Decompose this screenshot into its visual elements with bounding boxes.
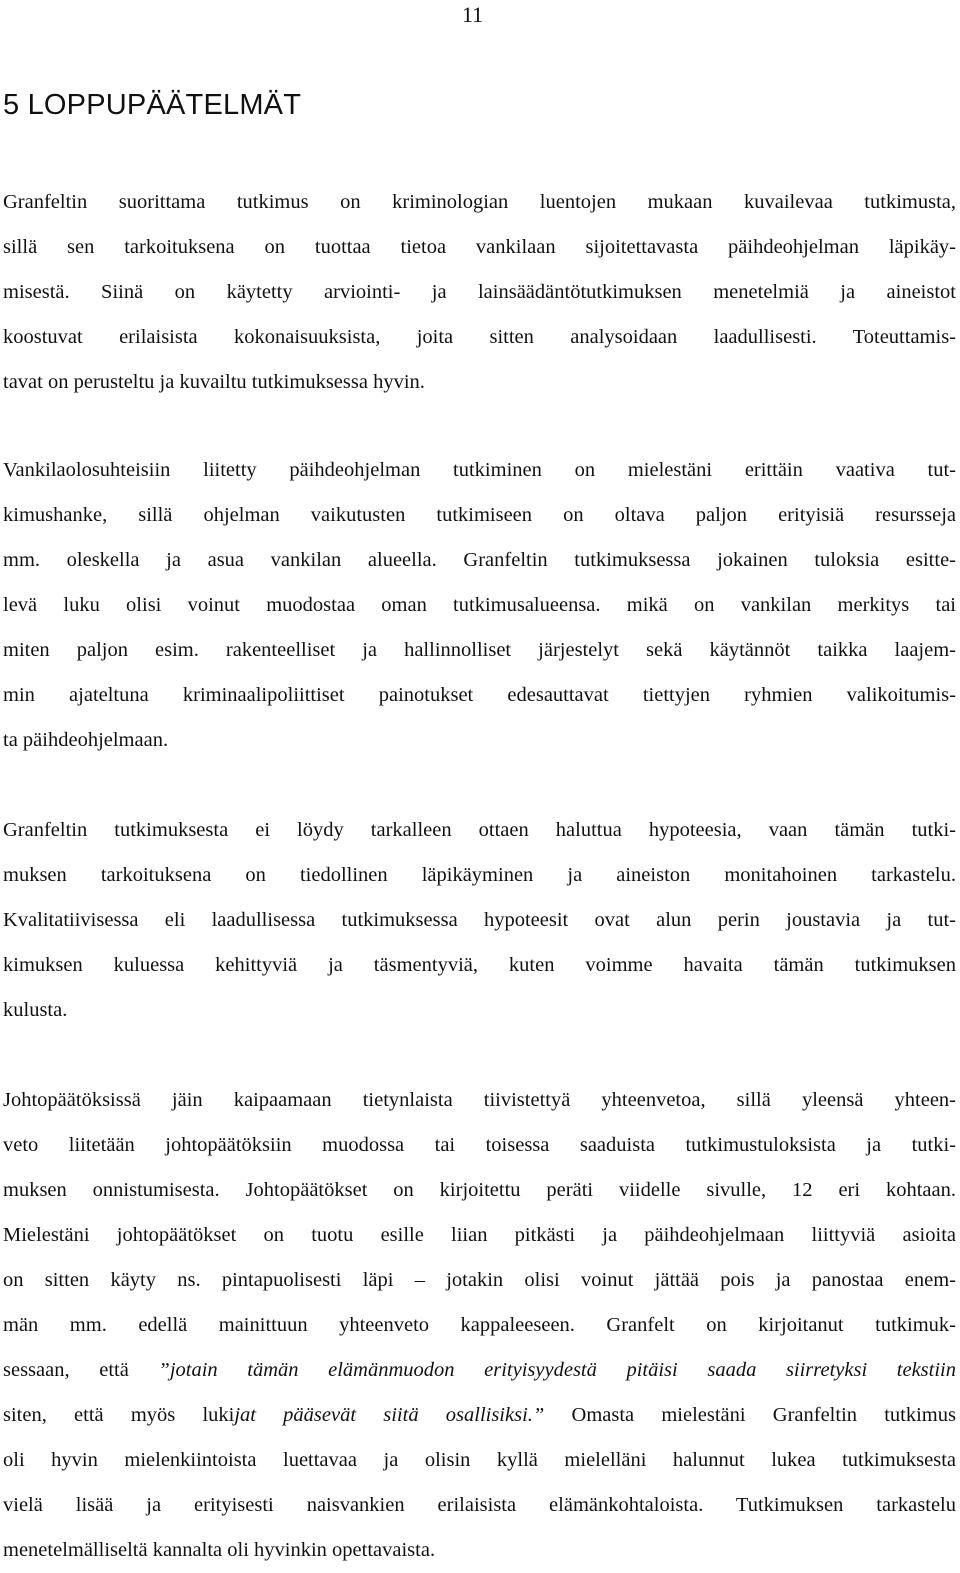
quote-end-suffix: Omasta mielestäni Granfeltin tutkimus [544,1404,956,1426]
text-line: veto liitetään johtopäätöksiin muodossa tai toisessa saaduista tutkimustuloksista ja tutki- [3,1134,956,1156]
text-line: mm. oleskella ja asua vankilan alueella. Granfeltin tutkimuksessa jokainen tuloksia esitte- [3,549,956,571]
text-line: on sitten käyty ns. pintapuolisesti läpi – jotakin olisi voinut jättää pois ja panostaa enem- [3,1269,956,1291]
text-line: Kvalitatiivisessa eli laadullisessa tutkimuksessa hypoteesit ovat alun perin joustavia ja tut- [3,909,956,931]
text-line: män mm. edellä mainittuun yhteenveto kappaleeseen. Granfelt on kirjoitanut tutkimuk- [3,1314,956,1336]
quote-line [3,1348,956,1393]
text-line: kimushanke, sillä ohjelman vaikutusten tutkimiseen on oltava paljon erityisiä resursseja [3,504,956,526]
text-line: miten paljon esim. rakenteelliset ja hallinnolliset järjestelyt sekä käytännöt taikka laajem- [3,639,956,661]
text-line: menetelmälliseltä kannalta oli hyvinkin opettavaista. [3,1539,436,1561]
text-line: levä luku olisi voinut muodostaa oman tutkimusalueensa. mikä on vankilan merkitys tai [3,594,956,616]
text-line: muksen onnistumisesta. Johtopäätökset on kirjoitettu peräti viidelle sivulle, 12 eri kohtaan. [3,1179,956,1201]
text-line: Johtopäätöksissä jäin kaipaamaan tietynlaista tiivistettyä yhteenvetoa, sillä yleensä yhteen- [3,1089,956,1111]
text-line: ta päihdeohjelmaan. [3,729,169,751]
paragraph-2 [3,448,956,763]
text-line: koostuvat erilaisista kokonaisuuksista, joita sitten analysoidaan laadullisesti. Toteuttamis- [3,326,956,348]
text-line: misestä. Siinä on käytetty arviointi- ja lainsäädäntötutkimuksen menetelmiä ja aineistot [3,281,956,303]
quote-end-prefix: siten, että myös luki [3,1404,235,1426]
text-line: muksen tarkoituksena on tiedollinen läpikäyminen ja aineiston monitahoinen tarkastelu. [3,864,956,886]
text-line: vielä lisää ja erityisesti naisvankien erilaisista elämänkohtaloista. Tutkimuksen tarkastelu [3,1494,956,1516]
text-line: Vankilaolosuhteisiin liitetty päihdeohjelman tutkiminen on mielestäni erittäin vaativa tut- [3,459,956,481]
paragraph-1 [3,180,956,405]
text-line: sillä sen tarkoituksena on tuottaa tietoa vankilaan sijoitettavasta päihdeohjelman läpikäy- [3,236,956,258]
quote-text: ”jotain tämän elämänmuodon erityisyydestä pitäisi saada siirretyksi tekstiin [158,1359,956,1381]
text-line: Granfeltin tutkimuksesta ei löydy tarkalleen ottaen haluttua hypoteesia, vaan tämän tutki- [3,819,956,841]
page-number: 11 [462,2,484,27]
paragraph-3 [3,808,956,1033]
text-line: kulusta. [3,999,68,1021]
text-line: tavat on perusteltu ja kuvailtu tutkimuksessa hyvin. [3,371,425,393]
quote-end-line [3,1393,956,1438]
quote-prefix: sessaan, että [3,1359,159,1381]
quote-end-text: jat pääsevät siitä osallisiksi.” [234,1404,545,1426]
paragraph-4 [3,1078,956,1573]
text-line: min ajateltuna kriminaalipoliittiset painotukset edesauttavat tiettyjen ryhmien valikoitumis- [3,684,956,706]
section-heading: 5 LOPPUPÄÄTELMÄT [3,89,302,121]
text-line: Mielestäni johtopäätökset on tuotu esille liian pitkästi ja päihdeohjelmaan liittyviä asioita [3,1224,956,1246]
text-line: Granfeltin suorittama tutkimus on kriminologian luentojen mukaan kuvailevaa tutkimusta, [3,191,956,213]
text-line: kimuksen kuluessa kehittyviä ja täsmentyviä, kuten voimme havaita tämän tutkimuksen [3,954,956,976]
text-line: oli hyvin mielenkiintoista luettavaa ja olisin kyllä mielelläni halunnut lukea tutkimuksesta [3,1449,956,1471]
